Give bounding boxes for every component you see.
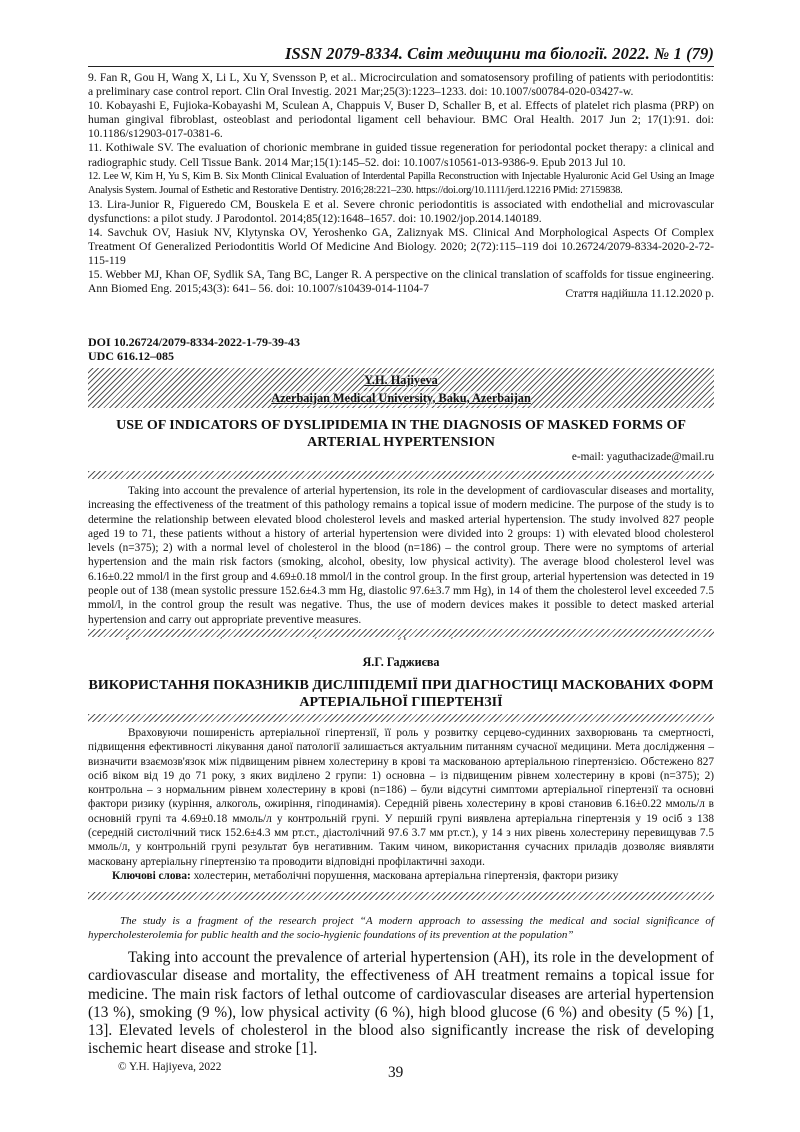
keywords-ua-label: Ключові слова: bbox=[112, 869, 191, 882]
page-number: 39 bbox=[388, 1064, 404, 1081]
article-title-ua: ВИКОРИСТАННЯ ПОКАЗНИКІВ ДИСЛІПІДЕМІЇ ПРИ ДІАГНОСТИЦІ МАСКОВАНИХ ФОРМ АРТЕРІАЛЬНОЇ ГІПЕРТЕНЗІЇ bbox=[88, 678, 714, 710]
abstract-en-text: Taking into account the prevalence of arterial hypertension, its role in the development of cardiovascular diseases and mortality, increasing the effectiveness of the treatment of this pathology remains a topical issue of modern medicine. The purpose of the study is to determine the relationship between elevated blood cholesterol levels and masked arterial hypertension. The study involved 827 people aged 19 to 71, these patients without a history of arterial hypertension were divided into 2 groups: 1) with elevated blood cholesterol levels (n=375); 2) with a normal level of cholesterol in the blood (n=186) – the control group. There were no symptoms of arterial hypertension and the main risk factors (smoking, alcohol, obesity, low physical activity). The average blood cholesterol level was 6.16±0.22 mmol/l in the first group and 4.69±0.18 mmol/l in the control group. In the first group, arterial hypertension was detected in 19 people out of 138 (mean systolic pressure 152.6±4.3 mm Hg, diastolic 97.6±3.7 mm Hg), in 14 of them the cholesterol level exceeded 7.5 mmol/l, in the control group the result was negative. Thus, the use of modern devices makes it possible to detect masked arterial hypertension and carry out appropriate preventive measures. bbox=[88, 485, 714, 626]
doi-block bbox=[88, 335, 300, 363]
author-email: e-mail: yaguthacizade@mail.ru bbox=[571, 451, 714, 463]
reference-item: 12. Lee W, Kim H, Yu S, Kim B. Six Month Clinical Evaluation of Interdental Papilla Reconstruction with Injectable Hyaluronic Acid Gel Using an Image Analysis System. Journal of Esthetic and Restorative Dentistry. 2016;28:221–230. https://doi.org/10.1111/jerd.12216 PMid: 27159838. bbox=[88, 170, 714, 196]
reference-item: 10. Kobayashi E, Fujioka-Kobayashi M, Sculean A, Chappuis V, Buser D, Schaller B, et al. Effects of platelet rich plasma (PRP) on human gingival fibroblast, osteoblast and periodontal ligament cell behaviour. BMC Oral Health. 2017 Jun 2; 17(1):91. doi: 10.1186/s12903-017-0381-6. bbox=[88, 99, 714, 141]
article-title-en: USE OF INDICATORS OF DYSLIPIDEMIA IN THE DIAGNOSIS OF MASKED FORMS OF ARTERIAL HYPERTENSION bbox=[116, 418, 686, 450]
header-rule bbox=[88, 66, 714, 67]
doi: DOI 10.26724/2079-8334-2022-1-79-39-43 bbox=[88, 335, 300, 349]
divider-stripe bbox=[88, 892, 714, 900]
divider-stripe bbox=[88, 471, 714, 479]
keywords-ua bbox=[88, 869, 714, 883]
reference-item: 11. Kothiwale SV. The evaluation of chorionic membrane in guided tissue regeneration for periodontal pocket therapy: a clinical and radiographic study. Cell Tissue Bank. 2014 Mar;15(1):145–52. doi: 10.1007/s10561-013-9386-9. Epub 2013 Jul 10. bbox=[88, 141, 714, 169]
divider-stripe bbox=[88, 714, 714, 722]
udc: UDC 616.12–085 bbox=[88, 349, 174, 363]
reference-item: 15. Webber MJ, Khan OF, Sydlik SA, Tang BC, Langer R. A perspective on the clinical translation of scaffolds for tissue engineering. Ann Biomed Eng. 2015;43(3): 641– 56. doi: 10.1007/s10439-014-1104-7 bbox=[88, 268, 714, 296]
reference-list bbox=[88, 71, 714, 297]
abstract-ua bbox=[88, 726, 714, 883]
journal-header: ISSN 2079-8334. Світ медицини та біології. 2022. № 1 (79) bbox=[284, 44, 714, 63]
author-ua: Я.Г. Гаджиєва bbox=[362, 655, 440, 669]
keywords-ua-text: холестерин, метаболічні порушення, маскована артеріальна гіпертензія, фактори ризику bbox=[190, 869, 619, 882]
affiliation-en: Azerbaijan Medical University, Baku, Azerbaijan bbox=[271, 391, 531, 405]
author-en: Y.H. Hajiyeva bbox=[364, 373, 438, 387]
abstract-ua-text: Враховуючи поширеність артеріальної гіпертензії, її роль у розвитку серцево-судинних захворювань та смертності, підвищення ефективності лікування даної патології залишається актуальним питанням сучасної медицини. Мета дослідження – визначити взаємозв'язок між підвищеним рівнем холестерину в крові та маскованою артеріальною гіпертензією. Обстежено 827 осіб віком від 19 до 71 року, з яких виділено 2 групи: 1) основна – із підвищеним рівнем холестерину в крові (n=375); 2) контрольна – з нормальним рівнем холестерину в крові (n=186) – були відсутні симптоми артеріальної гіпертензії та основні фактори ризику (куріння, алкоголь, ожиріння, гіподинамія). Середній рівень холестерину в крові становив 6.16±0.22 ммоль/л в основній групі та 4.69±0.18 ммоль/л у контрольній групі. У першій групі виявлена артеріальна гіпертензія у 19 осіб з 138 (середній систолічний тиск 152.6±4.3 мм рт.ст., діастолічний 97.6 3.7 мм рт.ст.), у 14 з них рівень холестерину перевищував 7.5 ммоль/л, у контрольній групі результат був негативним. Таким чином, використання сучасних приладів дозволяє виявляти масковану артеріальну гіпертензію та проводити відповідні профілактичні заходи. bbox=[88, 727, 714, 868]
abstract-en bbox=[88, 484, 714, 641]
reference-item: 13. Lira-Junior R, Figueredo CM, Bouskela E et al. Severe chronic periodontitis is associated with endothelial and microvascular dysfunctions: a pilot study. J Parodontol. 2014;85(12):1648–1657. doi: 10.1902/jop.2014.140189. bbox=[88, 197, 714, 225]
body-paragraph: Taking into account the prevalence of arterial hypertension (AH), its role in the development of cardiovascular disease and mortality, the effectiveness of AH treatment remains a topical issue for medicine. The main risk factors of lethal outcome of cardiovascular diseases are arterial hypertension (13 %), smoking (9 %), low physical activity (6 %), high blood glucose (6 %) and obesity (5 %) [1, 13]. Elevated levels of cholesterol in the blood also significantly increase the risk of developing ischemic heart disease and stroke [1]. bbox=[88, 949, 714, 1058]
copyright: © Y.H. Hajiyeva, 2022 bbox=[118, 1061, 222, 1073]
received-date: Стаття надійшла 11.12.2020 р. bbox=[565, 287, 714, 300]
reference-item: 9. Fan R, Gou H, Wang X, Li L, Xu Y, Svensson P, et al.. Microcirculation and somatosensory profiling of patients with periodontitis: a preliminary case control report. Clin Oral Investig. 2021 Mar;25(3):1223–1233. doi: 10.1007/s00784-020-03427-w. bbox=[88, 71, 714, 99]
divider-stripe bbox=[88, 629, 714, 637]
author-band bbox=[88, 368, 714, 408]
reference-item: 14. Savchuk OV, Hasiuk NV, Klytynska OV, Yeroshenko GA, Zaliznyak MS. Clinical And Morphological Aspects Of Complex Treatment Of Generalized Periodontitis World Of Medicine And Biology. 2020; 2(72):115–119 doi 10.26724/2079-8334-2020-2-72-115-119 bbox=[88, 226, 714, 268]
project-note: The study is a fragment of the research project “A modern approach to assessing the medical and social significance of hypercholesterolemia for public health and the socio-hygienic foundations of its prevention at the population” bbox=[88, 915, 714, 941]
